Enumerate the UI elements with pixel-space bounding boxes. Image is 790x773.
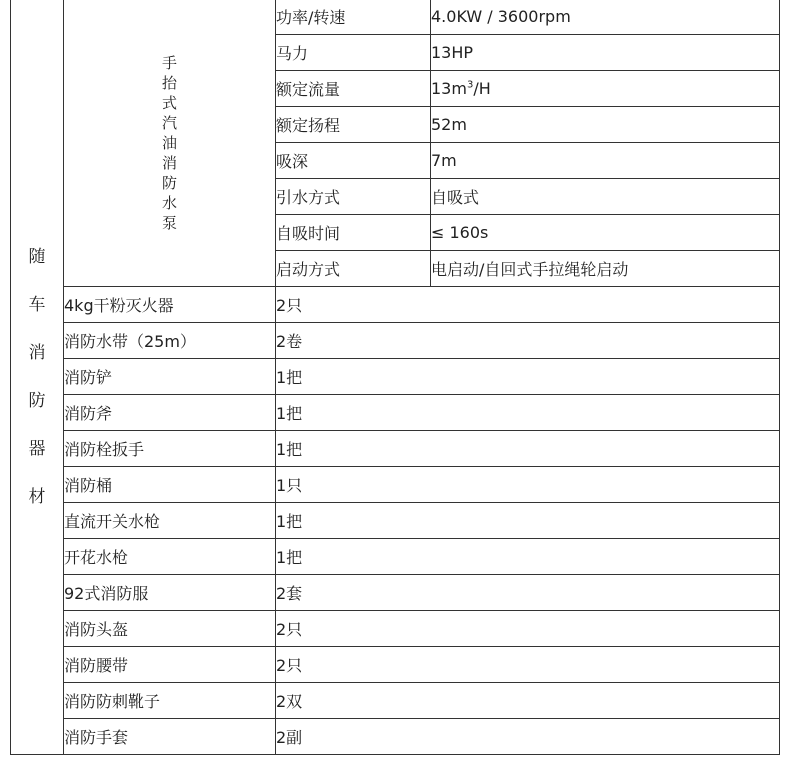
spec-value: 13HP bbox=[431, 35, 780, 71]
spec-label: 吸深 bbox=[276, 143, 431, 179]
equipment-qty: 1把 bbox=[276, 431, 780, 467]
table-row bbox=[11, 467, 780, 503]
table-row bbox=[11, 719, 780, 755]
spec-label: 功率/转速 bbox=[276, 0, 431, 35]
pump-name: 手抬式汽油消防水泵 bbox=[161, 53, 177, 232]
equipment-qty: 1把 bbox=[276, 395, 780, 431]
pump-name-cell bbox=[64, 0, 276, 287]
equipment-table bbox=[10, 0, 780, 755]
equipment-qty: 2双 bbox=[276, 683, 780, 719]
table-row bbox=[11, 287, 780, 323]
spec-label: 自吸时间 bbox=[276, 215, 431, 251]
table-row bbox=[11, 575, 780, 611]
equipment-name: 92式消防服 bbox=[64, 575, 276, 611]
spec-value bbox=[431, 71, 780, 107]
equipment-qty: 2卷 bbox=[276, 323, 780, 359]
spec-value: 自吸式 bbox=[431, 179, 780, 215]
equipment-name: 消防手套 bbox=[64, 719, 276, 755]
equipment-qty: 1把 bbox=[276, 539, 780, 575]
spec-label: 引水方式 bbox=[276, 179, 431, 215]
table-row bbox=[11, 395, 780, 431]
spec-value: 4.0KW / 3600rpm bbox=[431, 0, 780, 35]
equipment-qty: 1把 bbox=[276, 359, 780, 395]
equipment-name: 消防腰带 bbox=[64, 647, 276, 683]
equipment-name: 消防头盔 bbox=[64, 611, 276, 647]
spec-label: 马力 bbox=[276, 35, 431, 71]
equipment-name: 消防桶 bbox=[64, 467, 276, 503]
spec-value: 7m bbox=[431, 143, 780, 179]
table-row bbox=[11, 503, 780, 539]
equipment-qty: 2只 bbox=[276, 287, 780, 323]
equipment-qty: 2套 bbox=[276, 575, 780, 611]
spec-value: 52m bbox=[431, 107, 780, 143]
equipment-name: 消防水带（25m） bbox=[64, 323, 276, 359]
spec-value: ≤ 160s bbox=[431, 215, 780, 251]
category-label: 随车消防器材 bbox=[28, 246, 46, 507]
equipment-table-body bbox=[11, 0, 780, 755]
spec-value: 电启动/自回式手拉绳轮启动 bbox=[431, 251, 780, 287]
table-row bbox=[11, 359, 780, 395]
table-row bbox=[11, 647, 780, 683]
table-row bbox=[11, 323, 780, 359]
category-cell bbox=[11, 0, 64, 755]
equipment-name: 4kg干粉灭火器 bbox=[64, 287, 276, 323]
table-row bbox=[11, 431, 780, 467]
flow-value: 13m bbox=[431, 79, 467, 98]
equipment-qty: 1只 bbox=[276, 467, 780, 503]
spec-label: 启动方式 bbox=[276, 251, 431, 287]
flow-suffix: /H bbox=[473, 79, 491, 98]
flow-superscript: 3 bbox=[466, 79, 474, 91]
spec-label: 额定流量 bbox=[276, 71, 431, 107]
equipment-qty: 2只 bbox=[276, 611, 780, 647]
equipment-name: 消防防刺靴子 bbox=[64, 683, 276, 719]
equipment-name: 开花水枪 bbox=[64, 539, 276, 575]
equipment-name: 消防斧 bbox=[64, 395, 276, 431]
table-row bbox=[11, 683, 780, 719]
equipment-name: 消防栓扳手 bbox=[64, 431, 276, 467]
equipment-qty: 1把 bbox=[276, 503, 780, 539]
equipment-name: 直流开关水枪 bbox=[64, 503, 276, 539]
equipment-qty: 2只 bbox=[276, 647, 780, 683]
equipment-qty: 2副 bbox=[276, 719, 780, 755]
spec-label: 额定扬程 bbox=[276, 107, 431, 143]
table-row bbox=[11, 0, 780, 35]
equipment-name: 消防铲 bbox=[64, 359, 276, 395]
table-row bbox=[11, 539, 780, 575]
table-row bbox=[11, 611, 780, 647]
